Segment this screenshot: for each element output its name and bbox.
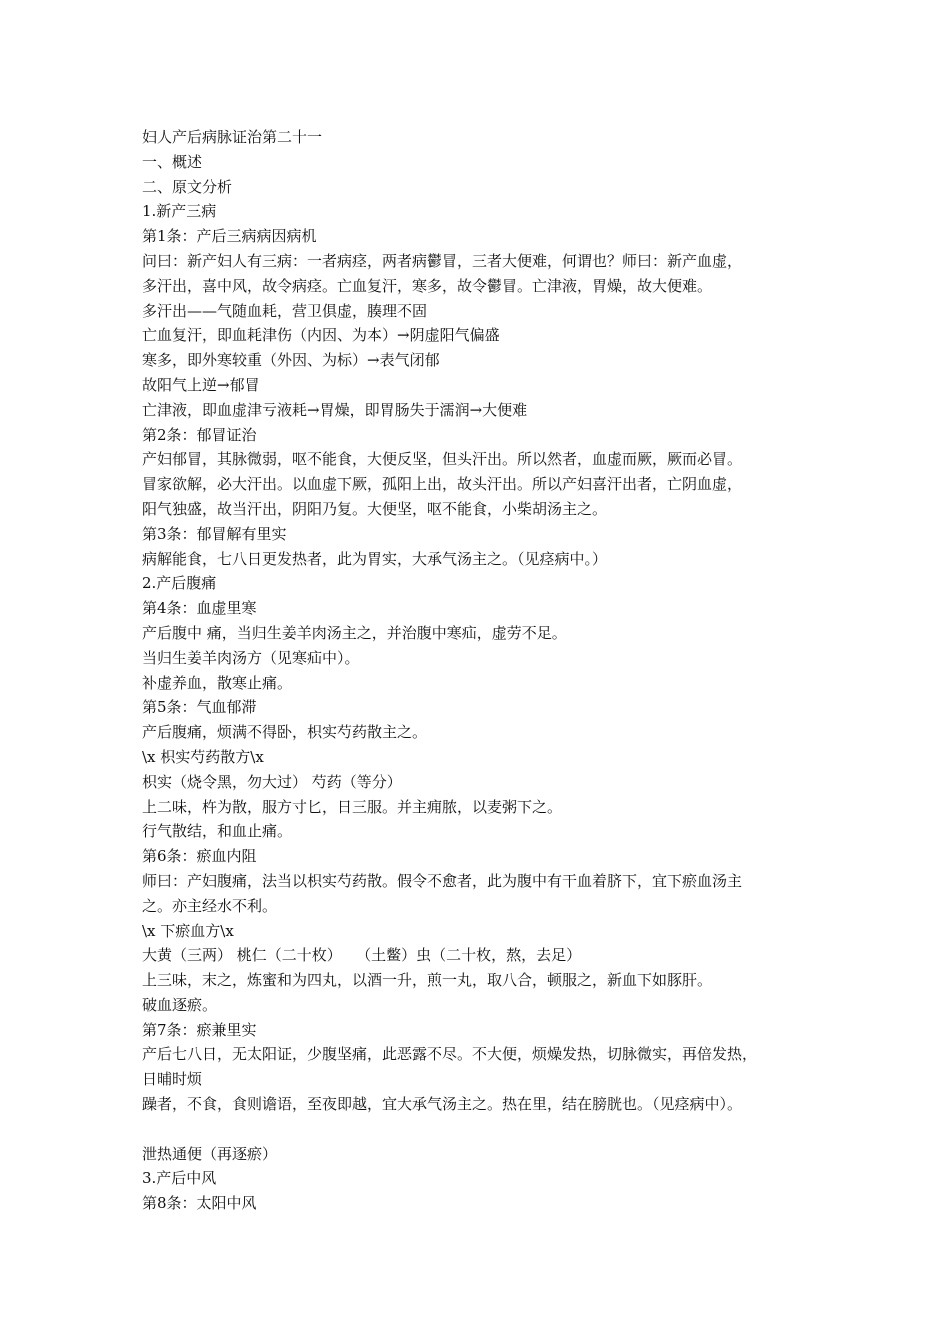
text-line: 多汗出，喜中风，故令病痉。亡血复汗，寒多，故令鬱冒。亡津液，胃燥，故大便难。 — [142, 276, 713, 295]
clause-heading: 第1条：产后三病病因病机 — [142, 227, 317, 246]
clause-heading: 第4条：血虚里寒 — [142, 599, 257, 618]
text-line: 病解能食，七八日更发热者，此为胃实，大承气汤主之。（见痉病中。） — [142, 549, 608, 568]
text-line: 上二味，杵为散，服方寸匕，日三服。并主痈脓，以麦粥下之。 — [142, 797, 563, 816]
clause-heading: 第7条：瘀兼里实 — [142, 1020, 257, 1039]
formula-heading: \x 下瘀血方\x — [142, 921, 234, 940]
text-line: 寒多，即外寒较重（外因、为标）→表气闭郁 — [142, 351, 440, 370]
text-line: 冒家欲解，必大汗出。以血虚下厥，孤阳上出，故头汗出。所以产妇喜汗出者，亡阴血虚， — [142, 475, 743, 494]
text-line: 故阳气上逆→郁冒 — [142, 375, 260, 394]
subsection-heading: 2.产后腹痛 — [142, 574, 217, 593]
text-line: 行气散结，和血止痛。 — [142, 822, 293, 841]
text-line: 破血逐瘀。 — [142, 995, 218, 1014]
clause-heading: 第6条：瘀血内阻 — [142, 847, 257, 866]
text-line: 枳实（烧令黑，勿大过） 芍药（等分） — [142, 772, 402, 791]
text-line: 产后七八日，无太阳证，少腹坚痛，此恶露不尽。不大便，烦燥发热，切脉微实，再倍发热， — [142, 1045, 758, 1064]
text-line: 躁者，不食，食则谵语，至夜即越，宜大承气汤主之。热在里，结在膀胱也。（见痉病中）。 — [142, 1095, 743, 1114]
text-line: 产后腹中 痛，当归生姜羊肉汤主之，并治腹中寒疝，虚劳不足。 — [142, 623, 567, 642]
text-line: 上三味，末之，炼蜜和为四丸，以酒一升，煎一丸，取八合，顿服之，新血下如豚肝。 — [142, 971, 713, 990]
clause-heading: 第3条：郁冒解有里实 — [142, 524, 287, 543]
text-line: 多汗出——气随血耗，营卫俱虚，腠理不固 — [142, 301, 428, 320]
text-line: 日晡时烦 — [142, 1070, 203, 1089]
section-heading: 一、概述 — [142, 152, 203, 171]
text-line: 阳气独盛，故当汗出，阴阳乃复。大便坚，呕不能食，小柴胡汤主之。 — [142, 499, 608, 518]
clause-heading: 第2条：郁冒证治 — [142, 425, 257, 444]
blank-line — [142, 1117, 842, 1142]
clause-heading: 第8条：太阳中风 — [142, 1194, 257, 1213]
document-body — [142, 125, 842, 1216]
subsection-heading: 1.新产三病 — [142, 202, 217, 221]
text-line: 产后腹痛，烦满不得卧，枳实芍药散主之。 — [142, 723, 428, 742]
text-line: 泄热通便（再逐瘀） — [142, 1144, 278, 1163]
text-line: 补虚养血，散寒止痛。 — [142, 673, 293, 692]
text-line: 问曰：新产妇人有三病：一者病痉，两者病鬱冒，三者大便难，何谓也？师曰：新产血虚， — [142, 251, 743, 270]
text-line: 之。亦主经水不利。 — [142, 896, 278, 915]
text-line: 师曰：产妇腹痛，法当以枳实芍药散。假令不愈者，此为腹中有干血着脐下，宜下瘀血汤主 — [142, 871, 743, 890]
text-line: 亡血复汗，即血耗津伤（内因、为本）→阴虚阳气偏盛 — [142, 326, 500, 345]
text-line: 亡津液，即血虚津亏液耗→胃燥，即胃肠失于濡润→大便难 — [142, 400, 528, 419]
section-heading: 二、原文分析 — [142, 177, 233, 196]
subsection-heading: 3.产后中风 — [142, 1169, 217, 1188]
formula-heading: \x 枳实芍药散方\x — [142, 747, 264, 766]
clause-heading: 第5条：气血郁滞 — [142, 698, 257, 717]
text-line: 产妇郁冒，其脉微弱，呕不能食，大便反坚，但头汗出。所以然者，血虚而厥，厥而必冒。 — [142, 450, 743, 469]
text-line: 大黄（三两） 桃仁（二十枚） （土鳖）虫（二十枚，熬，去足） — [142, 946, 582, 965]
text-line: 当归生姜羊肉汤方（见寒疝中）。 — [142, 648, 360, 667]
document-title: 妇人产后病脉证治第二十一 — [142, 128, 323, 146]
